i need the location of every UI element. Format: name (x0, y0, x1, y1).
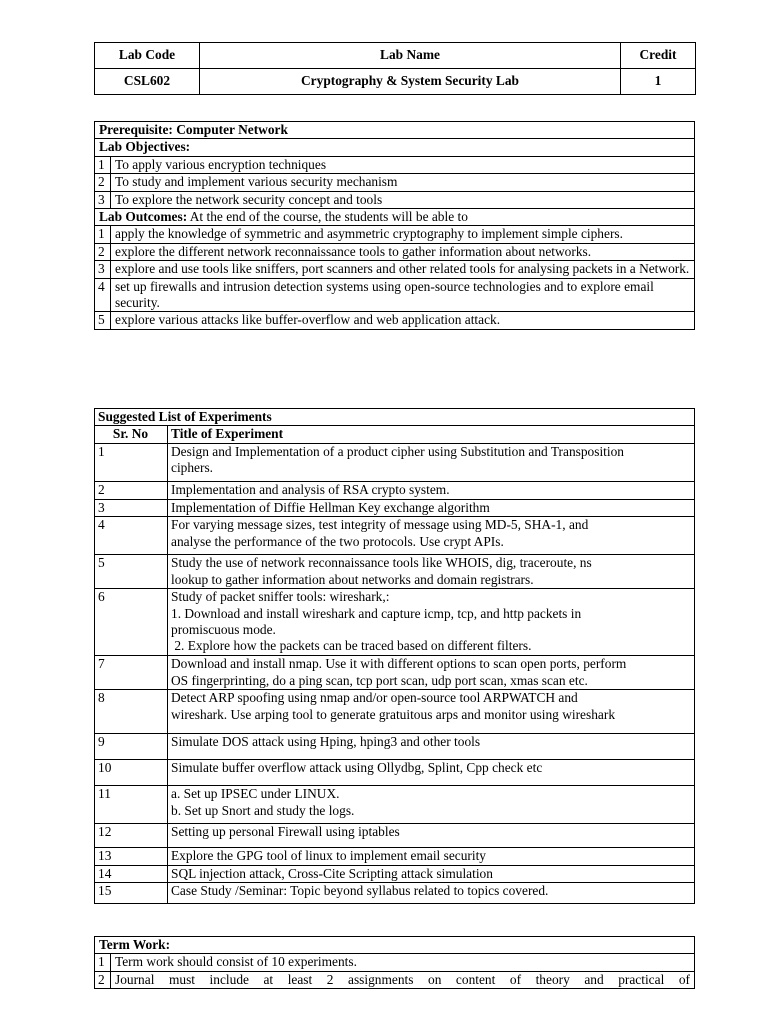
experiment-number: 4 (95, 517, 168, 555)
experiment-title (168, 555, 695, 589)
experiment-row (95, 786, 695, 824)
experiment-number: 15 (95, 883, 168, 904)
objectives-title: Lab Objectives: (95, 139, 695, 156)
prerequisite: Prerequisite: Computer Network (95, 122, 695, 139)
experiment-title (168, 760, 695, 786)
experiment-title-line: For varying message sizes, test integrity of message using MD-5, SHA-1, and (171, 517, 589, 533)
experiment-title-line: Download and install nmap. Use it with different options to scan open ports, perform (171, 656, 627, 672)
experiments-table (94, 408, 695, 904)
objectives-table (94, 121, 695, 330)
experiment-number: 1 (95, 443, 168, 481)
objective-number: 3 (95, 191, 111, 208)
experiment-title-line: b. Set up Snort and study the logs. (171, 802, 355, 818)
experiment-title-line: a. Set up IPSEC under LINUX. (171, 786, 340, 802)
experiment-title-line: promiscuous mode. (171, 622, 276, 638)
experiments-title: Suggested List of Experiments (95, 409, 695, 426)
experiment-number: 13 (95, 848, 168, 865)
term-work-row (95, 971, 695, 988)
experiment-number: 14 (95, 865, 168, 882)
outcome-text: apply the knowledge of symmetric and asymmetric cryptography to implement simple ciphers. (111, 226, 695, 243)
experiment-row (95, 656, 695, 690)
experiment-title-line: Setting up personal Firewall using iptables (171, 824, 400, 840)
lab-code-value: CSL602 (95, 69, 200, 95)
lab-info-table (94, 42, 696, 95)
outcome-number: 1 (95, 226, 111, 243)
objective-row (95, 156, 695, 173)
outcome-row (95, 226, 695, 243)
experiment-title (168, 443, 695, 481)
experiment-row (95, 499, 695, 516)
objective-text: To study and implement various security mechanism (111, 174, 695, 191)
experiment-title-line: SQL injection attack, Cross-Cite Scripting attack simulation (171, 865, 493, 881)
experiment-title (168, 734, 695, 760)
outcome-text: explore and use tools like sniffers, port scanners and other related tools for analysing packets in a Network. (111, 261, 695, 278)
experiment-title (168, 481, 695, 499)
experiment-number: 8 (95, 690, 168, 734)
experiment-title-line: Design and Implementation of a product cipher using Substitution and Transposition (171, 443, 625, 459)
objective-text: To apply various encryption techniques (111, 156, 695, 173)
experiment-row (95, 589, 695, 656)
outcome-text: set up firewalls and intrusion detection systems using open-source technologies and to explore email security. (111, 278, 695, 312)
experiment-number: 9 (95, 734, 168, 760)
experiment-title (168, 499, 695, 516)
experiment-title (168, 865, 695, 882)
term-work-number: 1 (95, 954, 111, 971)
title-header: Title of Experiment (168, 426, 695, 443)
experiment-title (168, 848, 695, 865)
experiment-title-line: 2. Explore how the packets can be traced based on different filters. (171, 638, 532, 654)
experiment-title-line: Detect ARP spoofing using nmap and/or open-source tool ARPWATCH and (171, 690, 578, 706)
experiment-title (168, 883, 695, 904)
objective-row (95, 191, 695, 208)
term-work-title: Term Work: (95, 937, 695, 954)
term-work-table (94, 936, 695, 989)
term-work-text: Term work should consist of 10 experiments. (111, 954, 695, 971)
term-work-text: Journal must include at least 2 assignments on content of theory and practical of (111, 971, 695, 988)
outcomes-heading (95, 209, 695, 226)
sr-no-header: Sr. No (95, 426, 168, 443)
experiment-number: 5 (95, 555, 168, 589)
objective-number: 2 (95, 174, 111, 191)
lab-code-header: Lab Code (95, 43, 200, 69)
experiment-row (95, 883, 695, 904)
experiment-title-line: Study of packet sniffer tools: wireshark,: (171, 589, 390, 605)
experiment-number: 11 (95, 786, 168, 824)
experiment-title-line: 1. Download and install wireshark and capture icmp, tcp, and http packets in (171, 605, 582, 621)
experiment-title-line: OS fingerprinting, do a ping scan, tcp port scan, udp port scan, xmas scan etc. (171, 672, 588, 688)
lab-info-value-row (95, 69, 696, 95)
experiment-title-line: Case Study /Seminar: Topic beyond syllabus related to topics covered. (171, 883, 549, 899)
lab-name-value: Cryptography & System Security Lab (200, 69, 621, 95)
outcome-text: explore various attacks like buffer-overflow and web application attack. (111, 312, 695, 329)
outcomes-title: Lab Outcomes: (99, 209, 188, 225)
experiment-row (95, 517, 695, 555)
experiment-title-line: lookup to gather information about networks and domain registrars. (171, 571, 534, 587)
term-work-row (95, 954, 695, 971)
experiment-row (95, 865, 695, 882)
experiment-row (95, 760, 695, 786)
experiment-title (168, 589, 695, 656)
experiment-title (168, 690, 695, 734)
experiment-number: 2 (95, 481, 168, 499)
experiment-title-line: ciphers. (171, 460, 214, 476)
experiment-number: 10 (95, 760, 168, 786)
experiment-row (95, 824, 695, 848)
outcome-row (95, 312, 695, 329)
experiment-row (95, 481, 695, 499)
outcome-row (95, 243, 695, 260)
experiment-title-line: Simulate DOS attack using Hping, hping3 and other tools (171, 734, 481, 750)
credit-value: 1 (621, 69, 696, 95)
credit-header: Credit (621, 43, 696, 69)
experiment-number: 3 (95, 499, 168, 516)
experiment-title-line: analyse the performance of the two protocols. Use crypt APIs. (171, 533, 504, 549)
outcome-number: 3 (95, 261, 111, 278)
outcome-number: 4 (95, 278, 111, 312)
outcome-row (95, 261, 695, 278)
objective-number: 1 (95, 156, 111, 173)
outcomes-intro: At the end of the course, the students will be able to (187, 209, 468, 225)
experiments-header-row (95, 426, 695, 443)
experiment-title-line: Simulate buffer overflow attack using Ollydbg, Splint, Cpp check etc (171, 760, 543, 776)
experiment-title-line: Implementation and analysis of RSA crypto system. (171, 481, 450, 497)
experiment-title (168, 786, 695, 824)
experiment-row (95, 555, 695, 589)
experiment-number: 6 (95, 589, 168, 656)
term-work-number: 2 (95, 971, 111, 988)
experiment-row (95, 734, 695, 760)
experiment-title-line: wireshark. Use arping tool to generate gratuitous arps and monitor using wireshark (171, 706, 616, 722)
experiment-number: 7 (95, 656, 168, 690)
outcome-text: explore the different network reconnaissance tools to gather information about networks. (111, 243, 695, 260)
experiment-title (168, 656, 695, 690)
outcome-row (95, 278, 695, 312)
outcome-number: 2 (95, 243, 111, 260)
experiment-title-line: Explore the GPG tool of linux to implement email security (171, 848, 486, 864)
experiment-row (95, 443, 695, 481)
objective-text: To explore the network security concept and tools (111, 191, 695, 208)
lab-info-header-row (95, 43, 696, 69)
objective-row (95, 174, 695, 191)
experiment-row (95, 690, 695, 734)
experiment-title-line: Implementation of Diffie Hellman Key exchange algorithm (171, 499, 490, 515)
outcome-number: 5 (95, 312, 111, 329)
experiment-title (168, 517, 695, 555)
experiment-row (95, 848, 695, 865)
experiment-title (168, 824, 695, 848)
lab-name-header: Lab Name (200, 43, 621, 69)
experiment-title-line: Study the use of network reconnaissance tools like WHOIS, dig, traceroute, ns (171, 555, 592, 571)
experiment-number: 12 (95, 824, 168, 848)
